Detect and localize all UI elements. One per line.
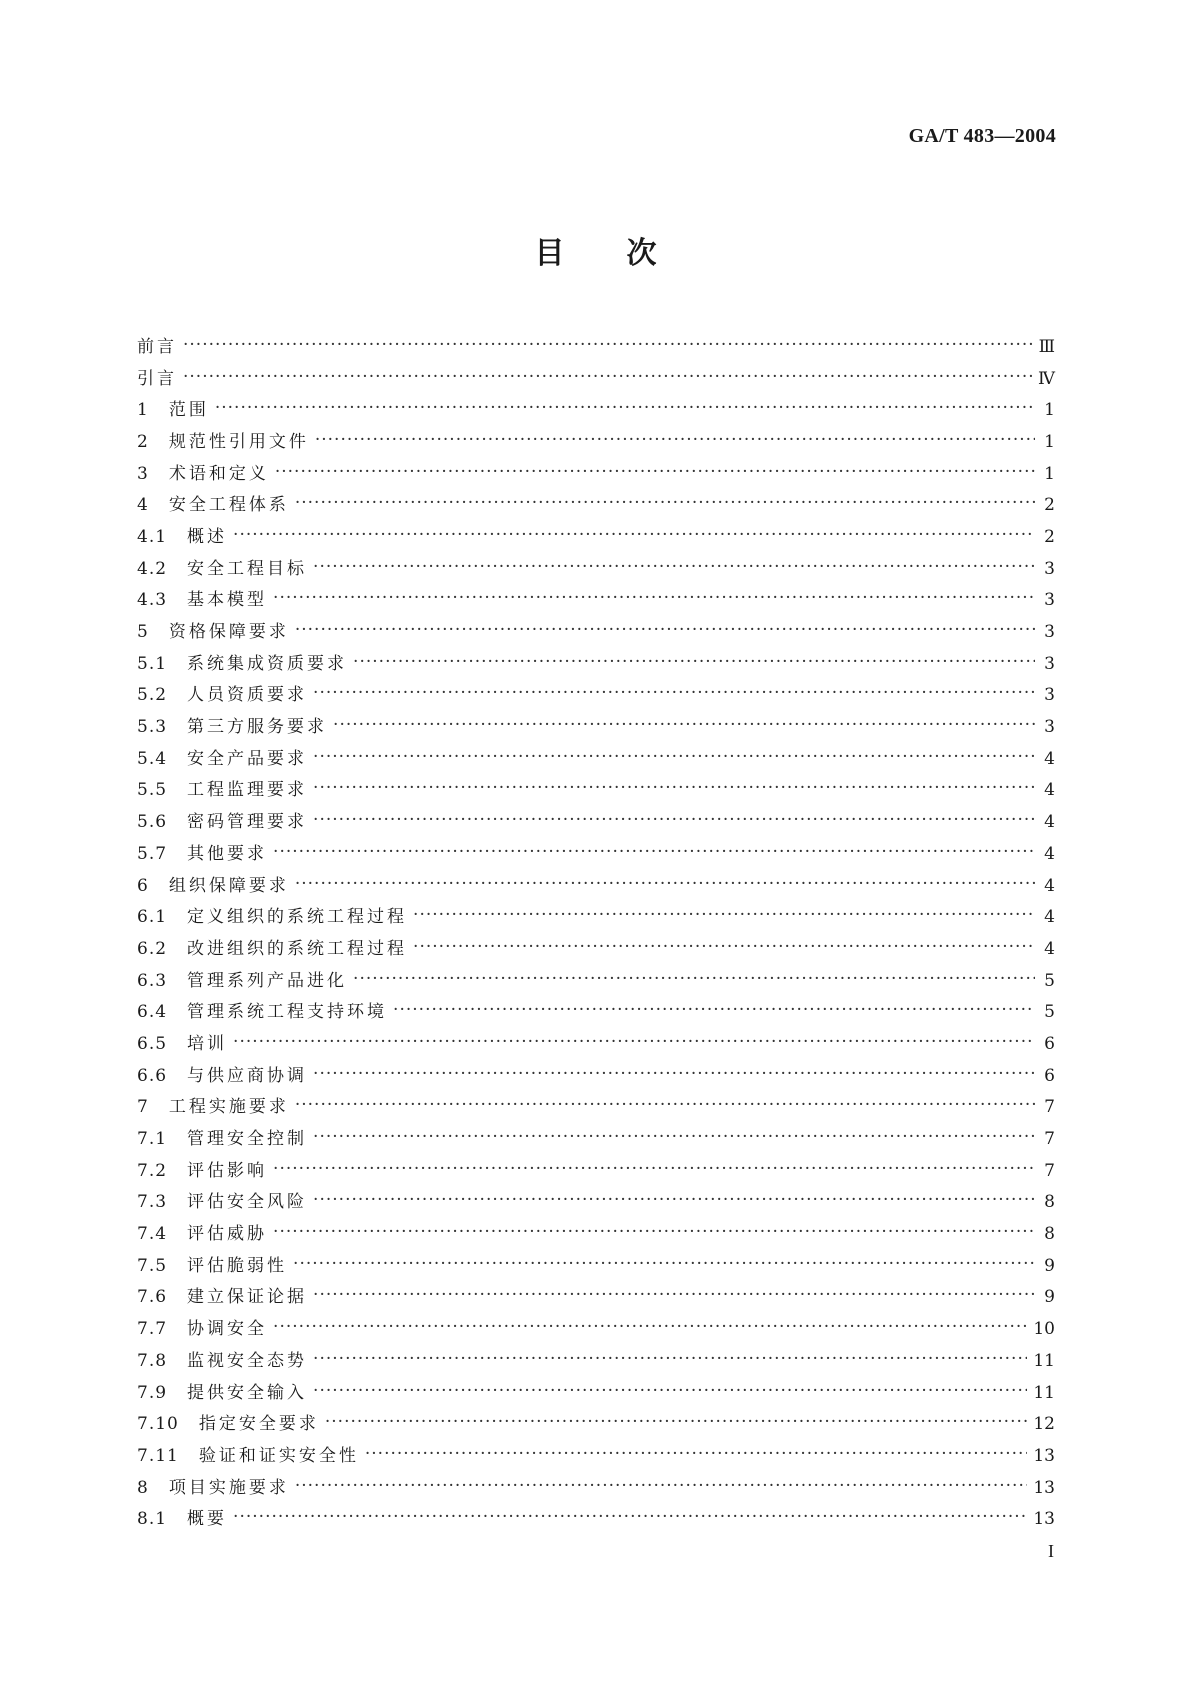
toc-entry-page: 12 xyxy=(1033,1414,1055,1435)
toc-dot-leader xyxy=(295,1478,1028,1498)
toc-dot-leader xyxy=(293,1256,1035,1276)
toc-entry-label: 提供安全输入 xyxy=(187,1382,308,1403)
toc-entry-page: 1 xyxy=(1044,431,1055,452)
toc-dot-leader xyxy=(393,1002,1035,1022)
toc-entry-number: 5.2 xyxy=(137,685,168,706)
toc-entry-number: 3 xyxy=(137,463,149,484)
toc-entry[interactable] xyxy=(137,1123,1055,1155)
toc-entry-label: 概述 xyxy=(187,526,228,547)
toc-entry-number: 7.8 xyxy=(137,1350,168,1371)
toc-entry-number: 6.5 xyxy=(137,1033,168,1054)
toc-entry-label: 项目实施要求 xyxy=(168,1477,289,1498)
toc-entry-number: 5.6 xyxy=(137,812,168,833)
toc-entry-label: 验证和证实安全性 xyxy=(198,1445,359,1466)
toc-entry-page: 2 xyxy=(1044,495,1055,516)
toc-entry[interactable] xyxy=(137,1472,1055,1504)
toc-entry-number: 6 xyxy=(137,875,149,896)
toc-entry[interactable] xyxy=(137,996,1055,1028)
toc-dot-leader xyxy=(273,590,1035,610)
toc-entry-label: 术语和定义 xyxy=(168,463,269,484)
toc-entry-page: 2 xyxy=(1044,526,1055,547)
toc-entry-label: 评估脆弱性 xyxy=(187,1255,288,1276)
toc-dot-leader xyxy=(275,464,1035,484)
toc-entry[interactable] xyxy=(137,1282,1055,1314)
toc-entry-label: 管理安全控制 xyxy=(187,1129,308,1150)
toc-dot-leader xyxy=(353,971,1035,991)
toc-entry-label: 与供应商协调 xyxy=(187,1065,308,1086)
toc-entry-label: 协调安全 xyxy=(187,1319,268,1340)
toc-dot-leader xyxy=(273,844,1035,864)
toc-entry-number: 1 xyxy=(137,400,149,421)
toc-dot-leader xyxy=(273,1224,1035,1244)
toc-dot-leader xyxy=(325,1414,1028,1434)
toc-entry-number: 7.11 xyxy=(137,1445,179,1466)
toc-entry-page: 4 xyxy=(1044,780,1055,801)
toc-entry-label: 评估安全风险 xyxy=(187,1192,308,1213)
toc-entry-number: 2 xyxy=(137,431,149,452)
toc-entry-label: 管理系列产品进化 xyxy=(187,970,348,991)
toc-dot-leader xyxy=(413,939,1035,959)
toc-dot-leader xyxy=(233,1509,1027,1529)
toc-entry-label: 范围 xyxy=(168,400,209,421)
toc-entry-page: 11 xyxy=(1033,1350,1055,1371)
toc-entry-number: 4.1 xyxy=(137,526,168,547)
page-title: 目次 xyxy=(534,236,719,271)
toc-entry-label: 第三方服务要求 xyxy=(187,717,328,738)
toc-entry-label: 指定安全要求 xyxy=(198,1414,319,1435)
toc-entry[interactable] xyxy=(137,1503,1055,1535)
toc-entry-label: 资格保障要求 xyxy=(168,622,289,643)
toc-dot-leader xyxy=(365,1446,1028,1466)
toc-entry[interactable] xyxy=(137,1377,1055,1409)
toc-entry-number: 7.6 xyxy=(137,1287,168,1308)
toc-entry-label: 管理系统工程支持环境 xyxy=(187,1002,388,1023)
toc-dot-leader xyxy=(295,622,1035,642)
toc-entry-page: Ⅲ xyxy=(1038,336,1055,357)
toc-entry-number: 5.7 xyxy=(137,843,168,864)
toc-entry-label: 培训 xyxy=(187,1033,228,1054)
toc-dot-leader xyxy=(233,527,1035,547)
toc-entry-page: 6 xyxy=(1044,1033,1055,1054)
toc-entry-number: 7.5 xyxy=(137,1255,168,1276)
toc-entry[interactable] xyxy=(137,1345,1055,1377)
toc-entry-number: 8 xyxy=(137,1477,149,1498)
toc-entry[interactable] xyxy=(137,965,1055,997)
toc-dot-leader xyxy=(313,1129,1035,1149)
toc-dot-leader xyxy=(313,1066,1035,1086)
toc-entry-number: 5.4 xyxy=(137,748,168,769)
toc-entry-number: 5 xyxy=(137,622,149,643)
toc-entry-number: 6.1 xyxy=(137,907,168,928)
toc-dot-leader xyxy=(313,812,1035,832)
toc-dot-leader xyxy=(313,685,1035,705)
toc-dot-leader xyxy=(313,1287,1035,1307)
toc-entry-label: 监视安全态势 xyxy=(187,1350,308,1371)
toc-dot-leader xyxy=(313,1383,1027,1403)
toc-entry-page: 9 xyxy=(1044,1287,1055,1308)
toc-entry-label: 工程实施要求 xyxy=(168,1097,289,1118)
toc-entry-label: 密码管理要求 xyxy=(187,812,308,833)
toc-dot-leader xyxy=(313,749,1035,769)
toc-entry-page: 7 xyxy=(1044,1097,1055,1118)
toc-entry-number: 7.9 xyxy=(137,1382,168,1403)
toc-entry-page: 8 xyxy=(1044,1224,1055,1245)
toc-dot-leader xyxy=(183,369,1032,389)
toc-entry-label: 概要 xyxy=(187,1509,228,1530)
toc-entry-number: 7.3 xyxy=(137,1192,168,1213)
toc-entry[interactable] xyxy=(137,775,1055,807)
toc-entry-label: 建立保证论据 xyxy=(187,1287,308,1308)
toc-dot-leader xyxy=(313,1192,1035,1212)
toc-entry-number: 6.4 xyxy=(137,1002,168,1023)
toc-entry-page: 3 xyxy=(1044,717,1055,738)
toc-entry-number: 4 xyxy=(137,495,149,516)
standard-code: GA/T 483—2004 xyxy=(908,125,1056,147)
toc-entry[interactable] xyxy=(137,553,1055,585)
toc-entry-label: 系统集成资质要求 xyxy=(187,653,348,674)
toc-entry[interactable] xyxy=(137,616,1055,648)
toc-entry-label: 前言 xyxy=(137,336,177,357)
toc-entry[interactable] xyxy=(137,901,1055,933)
toc-entry-page: 9 xyxy=(1044,1255,1055,1276)
toc-entry-page: 4 xyxy=(1044,748,1055,769)
toc-entry-page: 4 xyxy=(1044,812,1055,833)
toc-entry[interactable] xyxy=(137,1250,1055,1282)
toc-entry[interactable] xyxy=(137,521,1055,553)
toc-entry[interactable] xyxy=(137,838,1055,870)
toc-entry[interactable] xyxy=(137,489,1055,521)
toc-dot-leader xyxy=(413,907,1035,927)
toc-entry-page: 6 xyxy=(1044,1065,1055,1086)
toc-entry[interactable] xyxy=(137,1313,1055,1345)
toc-entry-page: 7 xyxy=(1044,1160,1055,1181)
toc-entry[interactable] xyxy=(137,331,1055,363)
toc-dot-leader xyxy=(333,717,1035,737)
toc-entry-label: 工程监理要求 xyxy=(187,780,308,801)
toc-entry-label: 安全产品要求 xyxy=(187,748,308,769)
toc-dot-leader xyxy=(273,1161,1035,1181)
toc-entry-page: 5 xyxy=(1044,970,1055,991)
toc-entry-page: Ⅳ xyxy=(1038,368,1055,389)
toc-dot-leader xyxy=(295,876,1035,896)
toc-entry[interactable] xyxy=(137,1440,1055,1472)
toc-dot-leader xyxy=(353,654,1035,674)
toc-entry-label: 改进组织的系统工程过程 xyxy=(187,938,408,959)
toc-entry-number: 4.2 xyxy=(137,558,168,579)
toc-entry-number: 5.1 xyxy=(137,653,168,674)
toc-entry[interactable] xyxy=(137,680,1055,712)
toc-entry-page: 3 xyxy=(1044,685,1055,706)
toc-entry-number: 7.4 xyxy=(137,1224,168,1245)
toc-entry-number: 4.3 xyxy=(137,590,168,611)
toc-entry[interactable] xyxy=(137,933,1055,965)
toc-dot-leader xyxy=(313,1351,1027,1371)
toc-entry-page: 4 xyxy=(1044,875,1055,896)
toc-entry-number: 6.3 xyxy=(137,970,168,991)
toc-dot-leader xyxy=(183,337,1033,357)
toc-dot-leader xyxy=(295,1097,1035,1117)
toc-entry-page: 3 xyxy=(1044,622,1055,643)
toc-entry-page: 4 xyxy=(1044,907,1055,928)
toc-entry-page: 3 xyxy=(1044,558,1055,579)
toc-entry-page: 13 xyxy=(1033,1477,1055,1498)
toc-entry[interactable] xyxy=(137,394,1055,426)
toc-entry[interactable] xyxy=(137,1060,1055,1092)
toc-entry[interactable] xyxy=(137,806,1055,838)
toc-entry-page: 8 xyxy=(1044,1192,1055,1213)
toc-dot-leader xyxy=(233,1034,1035,1054)
toc-entry-label: 其他要求 xyxy=(187,843,268,864)
toc-entry[interactable] xyxy=(137,1028,1055,1060)
toc-entry[interactable] xyxy=(137,711,1055,743)
toc-dot-leader xyxy=(215,400,1035,420)
toc-entry[interactable] xyxy=(137,1218,1055,1250)
toc-entry[interactable] xyxy=(137,648,1055,680)
toc-dot-leader xyxy=(313,780,1035,800)
toc-entry-label: 评估威胁 xyxy=(187,1224,268,1245)
toc-entry[interactable] xyxy=(137,363,1055,395)
toc-dot-leader xyxy=(315,432,1035,452)
table-of-contents xyxy=(137,331,1055,1535)
toc-entry-page: 3 xyxy=(1044,653,1055,674)
toc-entry-label: 规范性引用文件 xyxy=(168,431,309,452)
toc-entry-page: 1 xyxy=(1044,463,1055,484)
toc-entry-label: 定义组织的系统工程过程 xyxy=(187,907,408,928)
toc-entry-page: 13 xyxy=(1033,1445,1055,1466)
toc-entry-number: 7.1 xyxy=(137,1129,168,1150)
toc-entry[interactable] xyxy=(137,1187,1055,1219)
toc-entry-number: 8.1 xyxy=(137,1509,168,1530)
toc-entry-page: 1 xyxy=(1044,400,1055,421)
page-number: I xyxy=(1048,1541,1054,1561)
toc-entry-page: 10 xyxy=(1033,1319,1055,1340)
toc-entry-label: 人员资质要求 xyxy=(187,685,308,706)
toc-entry[interactable] xyxy=(137,870,1055,902)
toc-entry-page: 3 xyxy=(1044,590,1055,611)
toc-entry-label: 评估影响 xyxy=(187,1160,268,1181)
toc-dot-leader xyxy=(295,495,1035,515)
toc-entry[interactable] xyxy=(137,458,1055,490)
toc-entry[interactable] xyxy=(137,426,1055,458)
toc-entry-page: 13 xyxy=(1033,1509,1055,1530)
toc-entry-page: 7 xyxy=(1044,1129,1055,1150)
toc-entry[interactable] xyxy=(137,1155,1055,1187)
toc-entry-label: 安全工程体系 xyxy=(168,495,289,516)
toc-entry-label: 基本模型 xyxy=(187,590,268,611)
toc-entry-number: 6.2 xyxy=(137,938,168,959)
toc-entry[interactable] xyxy=(137,585,1055,617)
toc-entry-number: 7.7 xyxy=(137,1319,168,1340)
toc-entry[interactable] xyxy=(137,743,1055,775)
toc-entry[interactable] xyxy=(137,1408,1055,1440)
toc-entry-label: 引言 xyxy=(137,368,177,389)
toc-entry-label: 安全工程目标 xyxy=(187,558,308,579)
toc-entry-number: 7.10 xyxy=(137,1414,179,1435)
toc-entry-page: 4 xyxy=(1044,938,1055,959)
toc-entry-number: 5.5 xyxy=(137,780,168,801)
toc-entry-number: 5.3 xyxy=(137,717,168,738)
toc-entry[interactable] xyxy=(137,1092,1055,1124)
toc-entry-page: 5 xyxy=(1044,1002,1055,1023)
toc-entry-page: 4 xyxy=(1044,843,1055,864)
toc-entry-number: 7 xyxy=(137,1097,149,1118)
toc-entry-number: 7.2 xyxy=(137,1160,168,1181)
toc-dot-leader xyxy=(273,1319,1027,1339)
toc-entry-page: 11 xyxy=(1033,1382,1055,1403)
toc-entry-label: 组织保障要求 xyxy=(168,875,289,896)
toc-entry-number: 6.6 xyxy=(137,1065,168,1086)
toc-dot-leader xyxy=(313,559,1035,579)
